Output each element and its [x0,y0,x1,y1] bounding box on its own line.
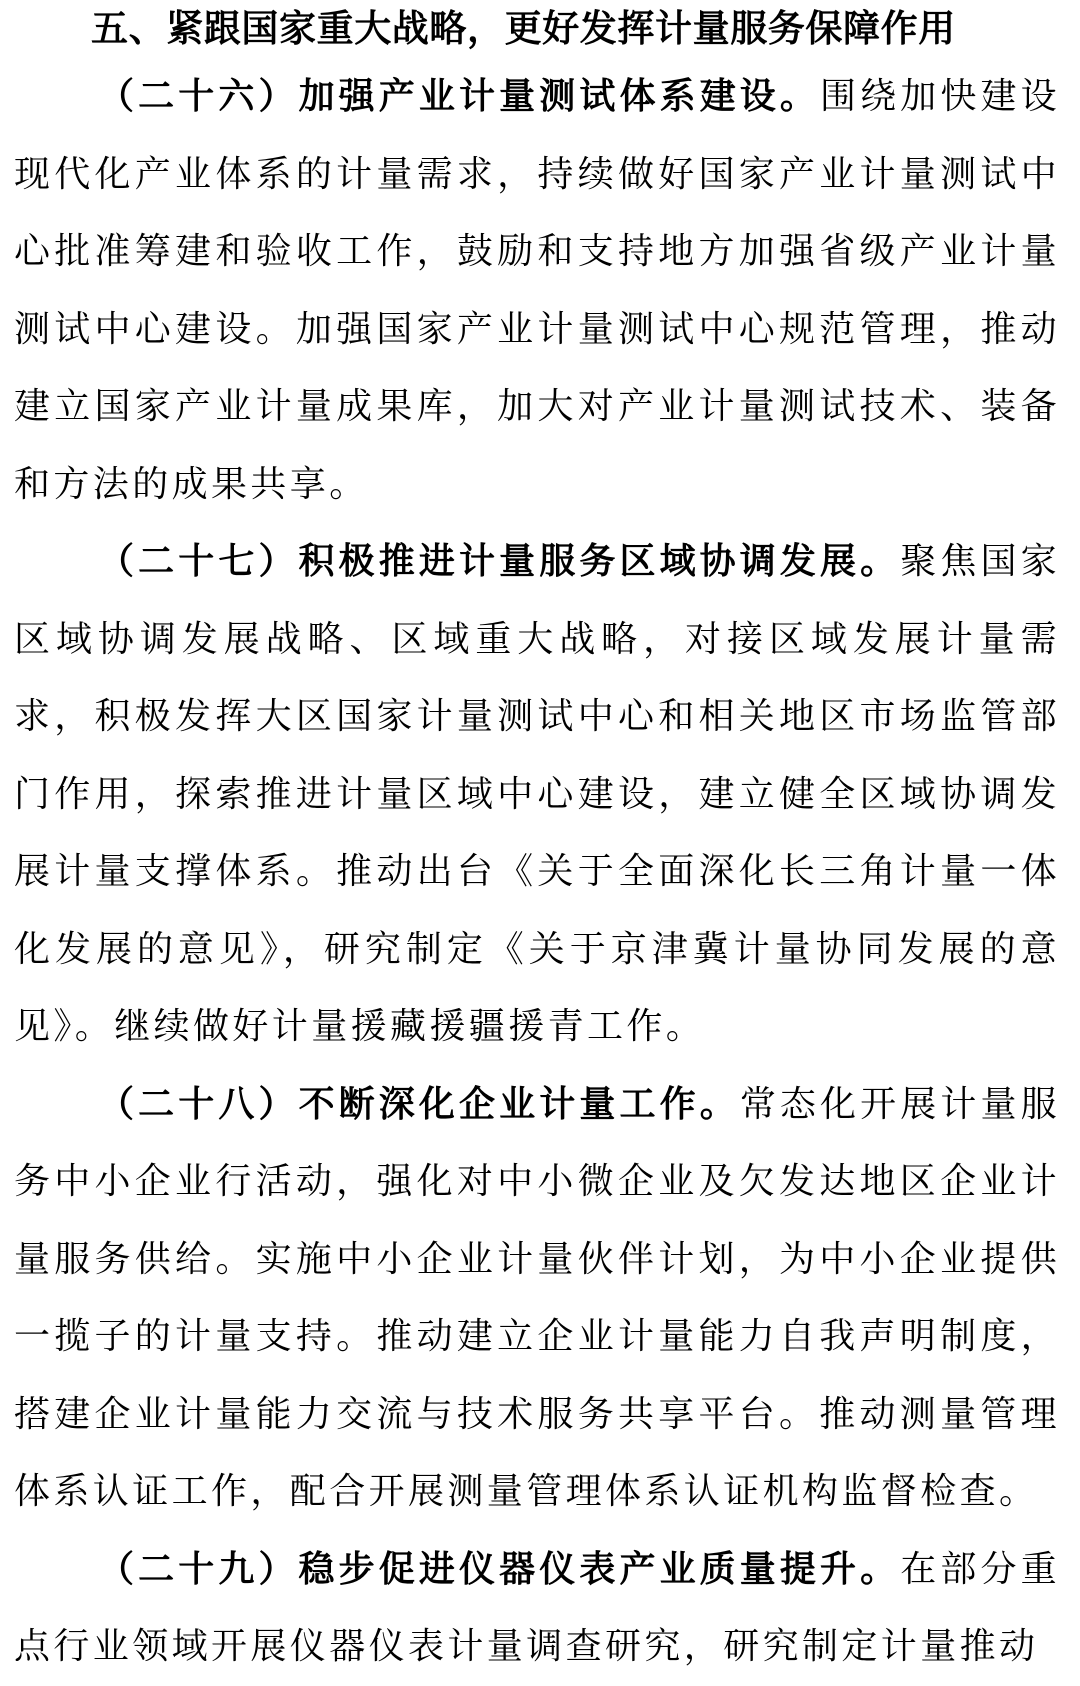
paragraph-29-lead: （二十九）稳步促进仪器仪表产业质量提升。 [98,1548,901,1590]
section-heading: 五、紧跟国家重大战略，更好发挥计量服务保障作用 [91,7,956,50]
paragraph-29 [14,1531,1060,1686]
paragraph-26-body: 围绕加快建设现代化产业体系的计量需求，持续做好国家产业计量测试中心批准筹建和验收工作，鼓励和支持地方加强省级产业计量测试中心建设。加强国家产业计量测试中心规范管理，推动建立国家产业计量成果库，加大对产业计量测试技术、装备和方法的成果共享。 [14,76,1060,505]
paragraph-27-lead: （二十七）积极推进计量服务区域协调发展。 [98,541,901,582]
paragraph-29-body: 在部分重点行业领域开展仪器仪表计量调查研究，研究制定计量推动 [14,1548,1060,1667]
paragraph-27 [14,523,1060,1066]
paragraph-28-lead: （二十八）不断深化企业计量工作。 [98,1083,740,1125]
paragraph-28-body: 常态化开展计量服务中小企业行活动，强化对中小微企业及欠发达地区企业计量服务供给。实施中小企业计量伙伴计划，为中小企业提供一揽子的计量支持。推动建立企业计量能力自我声明制度，搭建企业计量能力交流与技术服务共享平台。推动测量管理体系认证工作，配合开展测量管理体系认证机构监督检查。 [14,1083,1061,1512]
paragraph-28 [14,1066,1060,1531]
paragraph-26 [14,58,1060,523]
paragraph-27-body: 聚焦国家区域协调发展战略、区域重大战略，对接区域发展计量需求，积极发挥大区国家计量测试中心和相关地区市场监管部门作用，探索推进计量区域中心建设，建立健全区域协调发展计量支撑体系。推动出台《关于全面深化长三角计量一体化发展的意见》，研究制定《关于京津冀计量协同发展的意见》。继续做好计量援藏援疆援青工作。 [14,541,1060,1047]
paragraph-26-lead: （二十六）加强产业计量测试体系建设。 [98,76,821,117]
